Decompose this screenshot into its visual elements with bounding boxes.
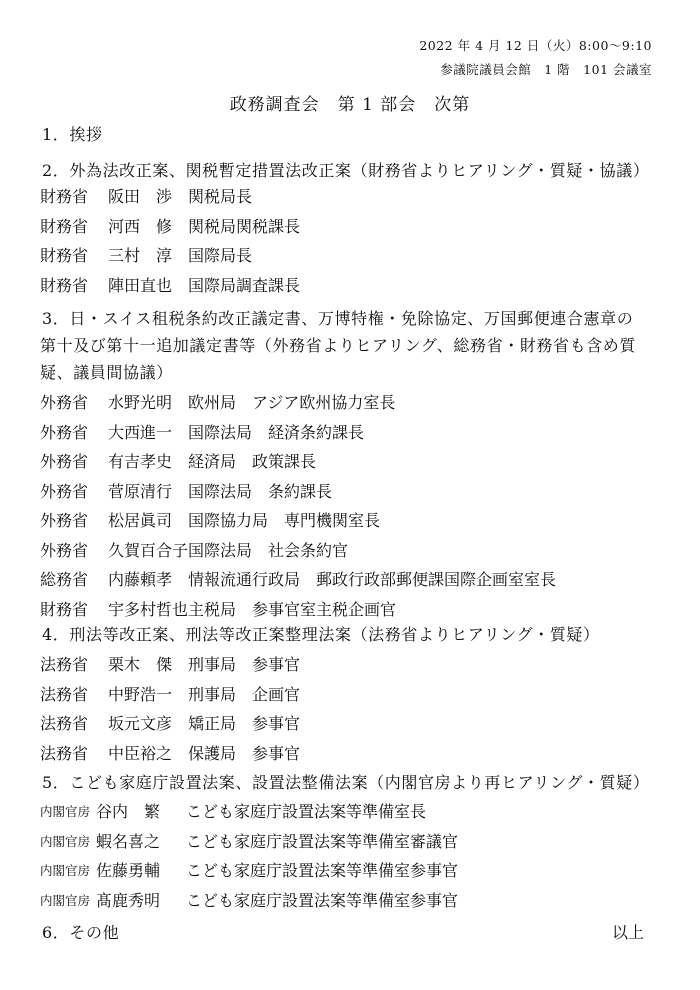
official-position: 主税局 参事官室主税企画官 (188, 599, 397, 619)
official-name: 内藤頼孝 (108, 570, 173, 589)
official-name: 菅原清行 (108, 481, 173, 501)
official-agency: 財務省 (40, 246, 89, 265)
official-name: 大西進一 (108, 422, 173, 442)
official-position: こども家庭庁設置法案等準備室長 (186, 802, 427, 821)
official-position: 矯正局 参事官 (188, 714, 301, 733)
section-5-heading: 5．こども家庭庁設置法案、設置法整備法案（内閣官房より再ヒアリング・質疑） (42, 773, 650, 792)
official-agency: 外務省 (40, 481, 89, 501)
official-agency: 財務省 (40, 187, 89, 206)
section-2-heading: 2．外為法改正案、関税暫定措置法改正案（財務省よりヒアリング・質疑・協議） (42, 161, 650, 180)
official-name: 水野光明 (108, 393, 173, 412)
official-agency: 外務省 (40, 540, 89, 560)
official-name: 陣田直也 (108, 275, 173, 295)
official-name: 蝦名喜之 (96, 831, 161, 851)
official-position: 国際法局 条約課長 (188, 481, 333, 501)
official-name: 三村 淳 (108, 246, 173, 265)
official-agency: 総務省 (40, 570, 89, 589)
official-name: 阪田 渉 (108, 187, 173, 206)
official-agency: 法務省 (40, 655, 89, 674)
section-3-heading-line-1: 3．日・スイス租税条約改正議定書、万博特権・免除協定、万国郵便連合憲章の (42, 309, 634, 328)
official-name: 有吉孝史 (108, 452, 173, 471)
official-agency: 外務省 (40, 393, 89, 412)
meeting-venue: 参議院議員会館 1 階 101 会議室 (440, 62, 652, 77)
official-agency: 内閣官房 (40, 833, 91, 849)
official-agency: 法務省 (40, 714, 89, 733)
official-agency: 外務省 (40, 452, 89, 471)
official-name: 松居眞司 (108, 511, 173, 530)
official-name: 宇多村哲也 (108, 599, 189, 619)
official-agency: 財務省 (40, 599, 89, 619)
section-6-heading: 6．その他 (42, 923, 120, 942)
official-name: 栗木 傑 (108, 655, 173, 674)
official-position: 国際局長 (188, 246, 253, 265)
official-position: 経済局 政策課長 (188, 452, 317, 471)
official-position: こども家庭庁設置法案等準備室審議官 (186, 831, 459, 851)
official-name: 谷内 繁 (96, 802, 161, 821)
official-agency: 内閣官房 (40, 863, 91, 878)
official-position: 保護局 参事官 (188, 743, 301, 763)
section-4-heading: 4．刑法等改正案、刑法等改正案整理法案（法務省よりヒアリング・質疑） (42, 625, 600, 644)
closing-mark: 以上 (611, 923, 644, 942)
official-position: 情報流通行政局 郵政行政部郵便課国際企画室室長 (188, 570, 557, 589)
official-agency: 法務省 (40, 743, 89, 763)
official-position: 国際局調査課長 (188, 275, 301, 295)
official-position: 国際法局 経済条約課長 (188, 422, 365, 442)
official-agency: 法務省 (40, 684, 89, 704)
official-position: こども家庭庁設置法案等準備室参事官 (186, 890, 459, 910)
official-agency: 内閣官房 (40, 892, 91, 908)
official-position: こども家庭庁設置法案等準備室参事官 (186, 861, 459, 880)
section-3-heading-line-3: 疑、議員間協議） (40, 363, 173, 382)
official-agency: 内閣官房 (40, 804, 91, 819)
official-position: 国際協力局 専門機関室長 (188, 511, 381, 530)
meeting-datetime: 2022 年 4 月 12 日（火）8:00～9:10 (419, 38, 652, 53)
official-position: 国際法局 社会条約官 (188, 540, 349, 560)
official-name: 久賀百合子 (108, 540, 189, 560)
official-name: 坂元文彦 (108, 714, 173, 733)
official-agency: 外務省 (40, 511, 89, 530)
section-3-heading-line-2: 第十及び第十一追加議定書等（外務省よりヒアリング、総務省・財務省も含め質 (40, 336, 637, 355)
document-title: 政務調査会 第 1 部会 次第 (229, 95, 471, 115)
official-name: 佐藤勇輔 (96, 861, 161, 880)
official-position: 関税局関税課長 (188, 216, 301, 236)
official-position: 刑事局 企画官 (188, 684, 301, 704)
official-name: 中臣裕之 (108, 743, 173, 763)
official-agency: 財務省 (40, 216, 89, 236)
official-name: 髙鹿秀明 (96, 890, 161, 910)
official-name: 河西 修 (108, 216, 173, 236)
official-agency: 外務省 (40, 422, 89, 442)
official-agency: 財務省 (40, 275, 89, 295)
official-position: 欧州局 アジア欧州協力室長 (188, 393, 396, 412)
official-position: 刑事局 参事官 (188, 655, 301, 674)
official-position: 関税局長 (188, 187, 253, 206)
section-1-heading: 1．挨拶 (42, 125, 103, 144)
official-name: 中野浩一 (108, 684, 173, 704)
